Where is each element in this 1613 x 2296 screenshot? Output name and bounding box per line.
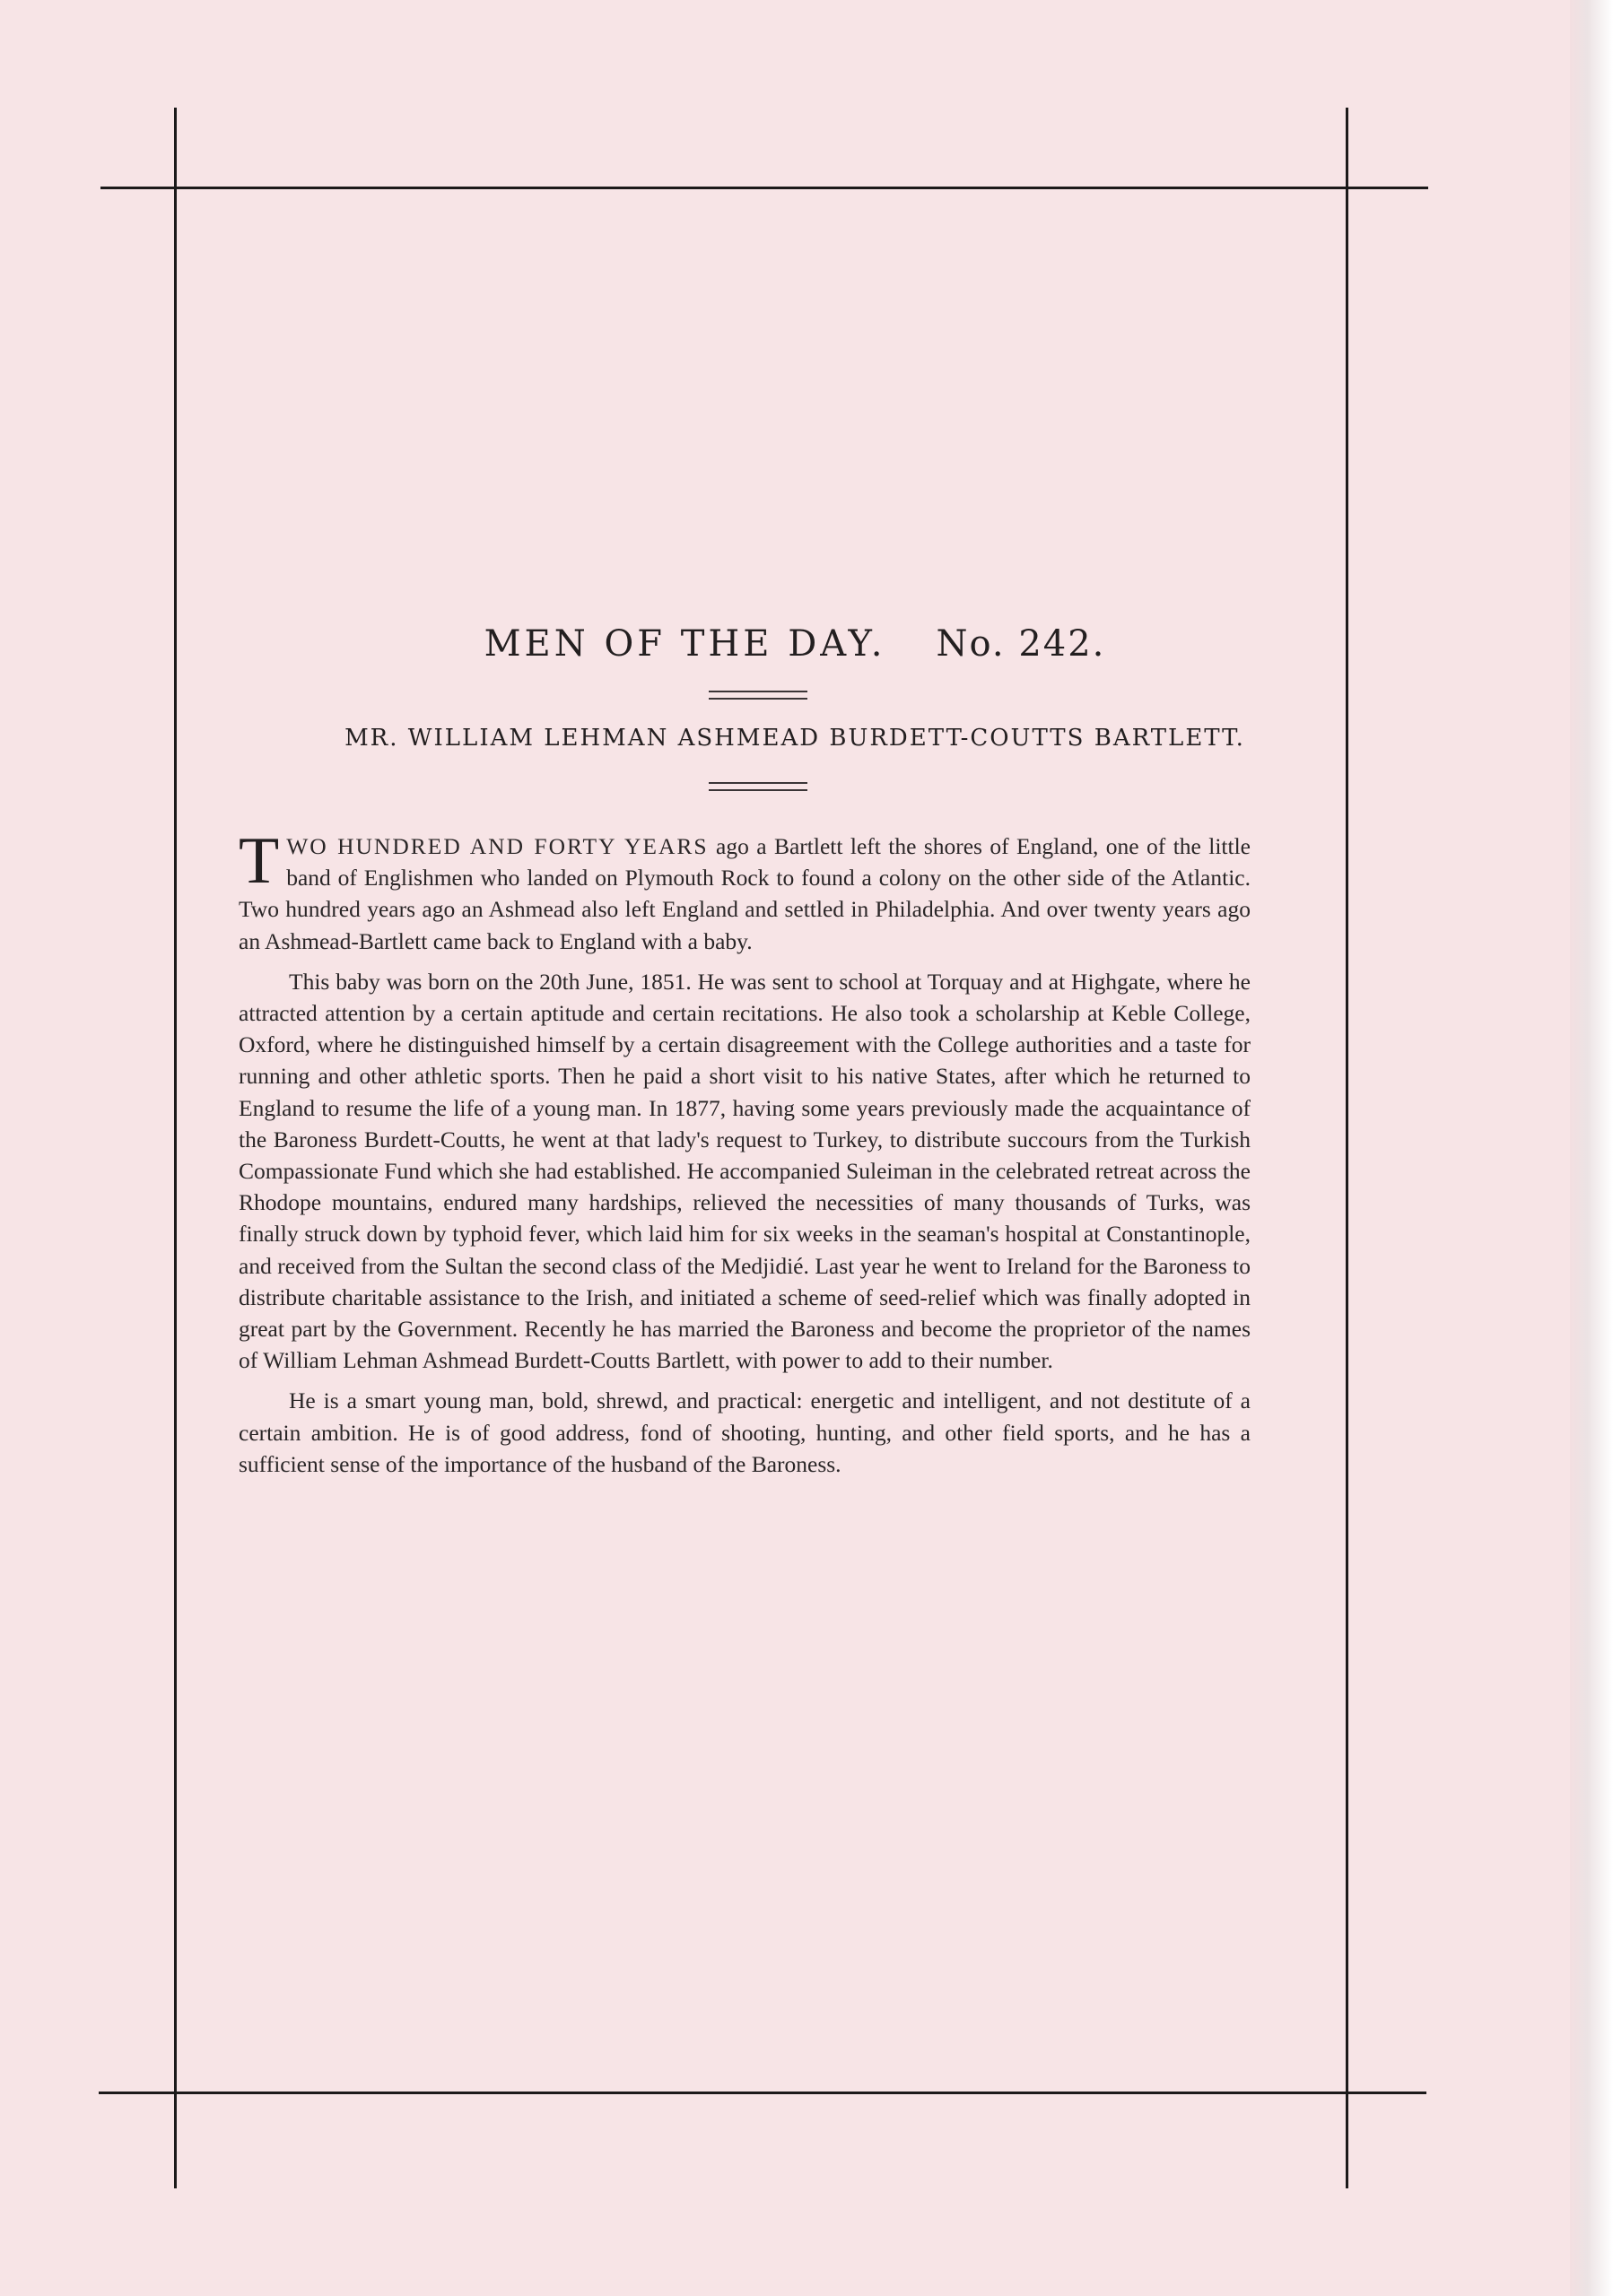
- page-edge: [1570, 0, 1613, 2296]
- frame-top-rule: [100, 187, 1428, 189]
- paragraph-2: This baby was born on the 20th June, 1851. He was sent to school at Torquay and at Highgate, where he attracted attention by a certain aptitude and certain recitations. He also took a scholarship at Keble College, Oxford, where he distinguished himself by a certain disagreement with the College authorities and a taste for running and other athletic sports. Then he paid a short visit to his native States, after which he returned to England to resume the life of a young man. In 1877, having some years previously made the acquaintance of the Baroness Burdett-Coutts, he went at that lady's request to Turkey, to distribute succours from the Turkish Compassionate Fund which she had established. He accompanied Suleiman in the celebrated retreat across the Rhodope mountains, endured many hardships, relieved the necessities of many thousands of Turks, was finally struck down by typhoid fever, which laid him for six weeks in the seaman's hospital at Constantinople, and received from the Sultan the second class of the Medjidié. Last year he went to Ireland for the Baroness to distribute charitable assistance to the Irish, and initiated a scheme of seed-relief which was finally adopted in great part by the Government. Recently he has married the Baroness and become the proprietor of the names of William Lehman Ashmead Burdett-Coutts Bartlett, with power to add to their number.: [239, 968, 1251, 1374]
- subject-name: MR. WILLIAM LEHMAN ASHMEAD BURDETT-COUTTS BARTLETT.: [344, 725, 1245, 752]
- frame-right-rule: [1346, 108, 1348, 2188]
- title-text: MEN OF THE DAY.: [484, 622, 886, 665]
- lead-in: WO HUNDRED AND FORTY YEARS: [286, 833, 709, 859]
- issue-number: No. 242.: [936, 622, 1106, 665]
- article-body: [239, 824, 1251, 1489]
- page-title: [0, 623, 1590, 665]
- subtitle-divider: [709, 782, 807, 791]
- title-divider: [709, 691, 807, 700]
- drop-cap: T: [239, 824, 280, 898]
- frame-bottom-rule: [99, 2092, 1426, 2094]
- frame-left-rule: [174, 108, 177, 2188]
- paragraph-1-text: ago a Bartlett left the shores of England, one of the little band of Englishmen who landed on Plymouth Rock to found a colony on the other side of the Atlantic. Two hundred years ago an Ashmead also left England and settled in Philadelphia. And over twenty years ago an Ashmead-Bartlett came back to England with a baby.: [239, 833, 1251, 954]
- paragraph-3: He is a smart young man, bold, shrewd, and practical: energetic and intelligent, and not destitute of a certain ambition. He is of good address, fond of shooting, hunting, and other field sports, and he has a sufficient sense of the importance of the husband of the Baroness.: [239, 1387, 1251, 1477]
- paragraph-1: [239, 824, 1251, 957]
